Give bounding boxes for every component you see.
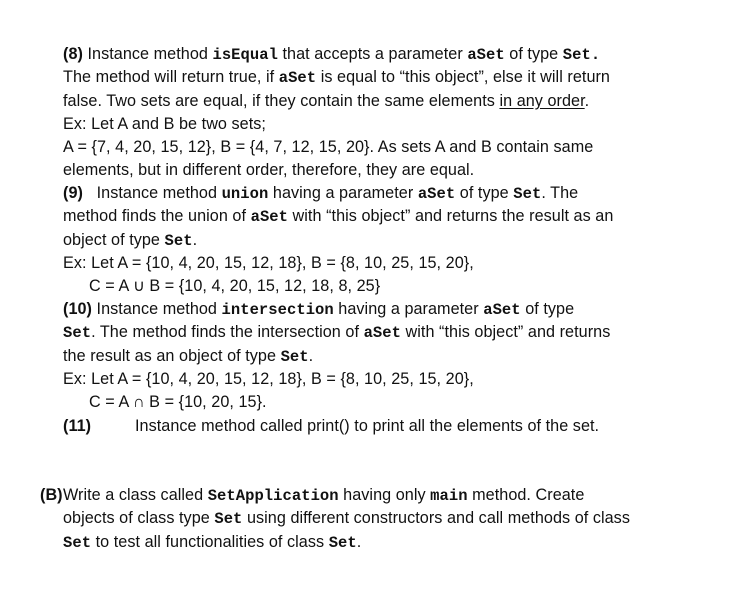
code-aset: aSet bbox=[483, 301, 521, 319]
itemB-line1: Write a class called SetApplication having only main method. Create bbox=[63, 486, 585, 505]
item11-number: (11) bbox=[63, 417, 92, 435]
item10-line1: (10) Instance method intersection having a parameter aSet of type bbox=[63, 300, 575, 319]
code-set: Set bbox=[63, 324, 92, 342]
item10-line2: Set. The method finds the intersection of aSet with “this object” and returns bbox=[63, 323, 611, 342]
item8-line1: (8) Instance method isEqual that accepts a parameter aSet of type Set. bbox=[63, 45, 601, 64]
code-aset: aSet bbox=[363, 324, 401, 342]
item9-example-sets: Ex: Let A = {10, 4, 20, 15, 12, 18}, B = {8, 10, 25, 15, 20}, bbox=[63, 254, 474, 272]
item8-line3: false. Two sets are equal, if they contain the same elements in any order. bbox=[63, 92, 590, 110]
code-intersection: intersection bbox=[221, 301, 334, 319]
code-set: Set bbox=[328, 534, 357, 552]
code-set: Set bbox=[513, 185, 542, 203]
code-setapplication: SetApplication bbox=[207, 487, 339, 505]
code-union: union bbox=[221, 185, 269, 203]
code-set: Set bbox=[164, 232, 193, 250]
code-set: Set bbox=[214, 510, 243, 528]
item9-line1: (9) Instance method union having a parameter aSet of type Set. The bbox=[63, 184, 579, 203]
code-set: Set bbox=[63, 534, 92, 552]
item9-line3: object of type Set. bbox=[63, 231, 198, 250]
item8-conclusion: elements, but in different order, therefore, they are equal. bbox=[63, 161, 475, 179]
code-set: Set. bbox=[562, 46, 601, 64]
itemB-number: (B) bbox=[40, 486, 63, 504]
code-aset: aSet bbox=[417, 185, 456, 203]
item10-line3: the result as an object of type Set. bbox=[63, 347, 314, 366]
item8-example-sets: A = {7, 4, 20, 15, 12}, B = {4, 7, 12, 15, 20}. As sets A and B contain same bbox=[63, 138, 594, 156]
code-main: main bbox=[430, 487, 468, 505]
item10-number: (10) bbox=[63, 300, 92, 318]
code-set: Set bbox=[280, 348, 309, 366]
code-aset: aSet bbox=[250, 208, 288, 226]
item9-number: (9) bbox=[63, 184, 83, 202]
itemB-line3: Set to test all functionalities of class Set. bbox=[63, 533, 362, 552]
code-aset: aSet bbox=[467, 46, 505, 64]
item11-text: Instance method called print() to print all the elements of the set. bbox=[135, 417, 600, 435]
item9-line2: method finds the union of aSet with “this object” and returns the result as an bbox=[63, 207, 614, 226]
item10-example-sets: Ex: Let A = {10, 4, 20, 15, 12, 18}, B = {8, 10, 25, 15, 20}, bbox=[63, 370, 474, 388]
item8-number: (8) bbox=[63, 45, 83, 63]
itemB-line2: objects of class type Set using different constructors and call methods of class bbox=[63, 509, 630, 528]
item9-example-union: C = A ∪ B = {10, 4, 20, 15, 12, 18, 8, 25} bbox=[89, 277, 381, 295]
underlined-phrase: in any order bbox=[499, 92, 585, 110]
item8-line2: The method will return true, if aSet is equal to “this object”, else it will return bbox=[63, 68, 610, 87]
item10-example-intersection: C = A ∩ B = {10, 20, 15}. bbox=[89, 393, 267, 411]
item8-example-intro: Ex: Let A and B be two sets; bbox=[63, 115, 266, 133]
code-aset: aSet bbox=[278, 69, 317, 87]
code-isequal: isEqual bbox=[212, 46, 278, 64]
